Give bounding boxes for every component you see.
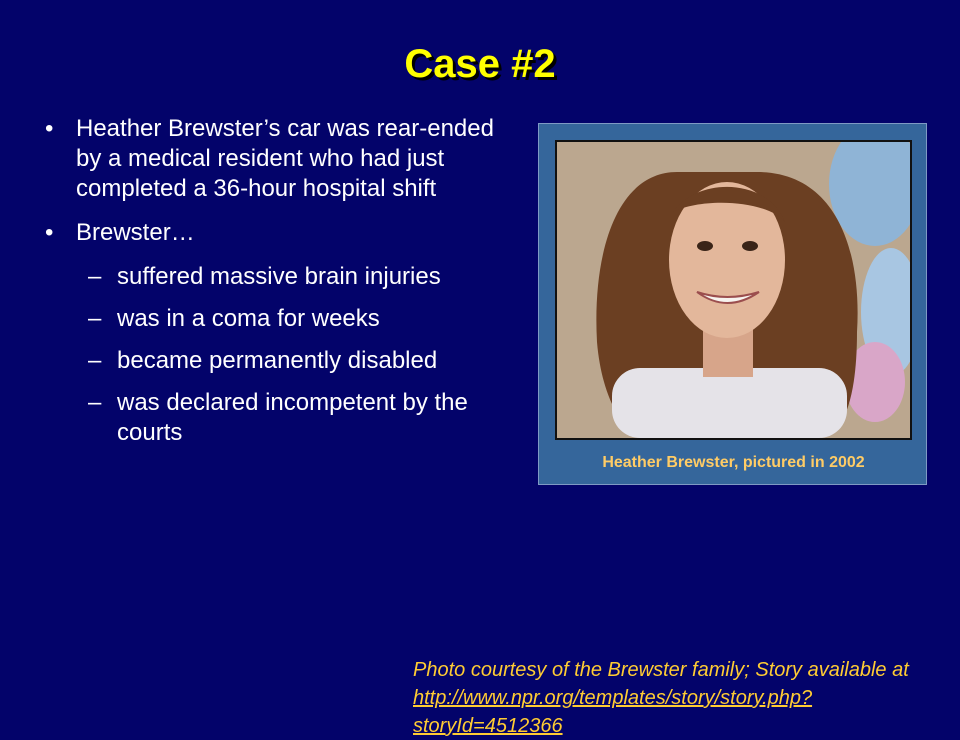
bullet-item <box>40 114 510 204</box>
sub-bullet-text: became permanently disabled <box>117 347 438 374</box>
bullet-text: Brewster… <box>76 219 195 246</box>
sub-bullet-text: suffered massive brain injuries <box>117 263 441 290</box>
bullet-list <box>40 114 510 460</box>
photo-credit <box>413 656 953 740</box>
dash-mark: – <box>88 263 102 290</box>
dash-mark: – <box>88 389 102 416</box>
bullet-mark: • <box>45 219 54 246</box>
sub-bullet-item <box>40 262 510 292</box>
sub-bullet-text: was in a coma for weeks <box>117 305 380 332</box>
portrait-illustration <box>557 142 910 438</box>
sub-bullet-item <box>40 304 510 334</box>
portrait-photo <box>555 140 912 440</box>
bullet-mark: • <box>45 115 54 142</box>
sub-bullet-item <box>40 388 510 448</box>
bullet-text: Heather Brewster’s car was rear-ended by a medical resident who had just completed a 36-hour hospital shift <box>76 115 494 202</box>
credit-text: Photo courtesy of the Brewster family; Story available at <box>413 659 909 681</box>
photo-panel <box>538 123 927 485</box>
left-eye <box>697 241 713 251</box>
sub-bullet-item <box>40 346 510 376</box>
photo-caption: Heather Brewster, pictured in 2002 <box>602 454 865 471</box>
right-eye <box>742 241 758 251</box>
story-link[interactable]: http://www.npr.org/templates/story/story.php?storyId=4512366 <box>413 687 813 737</box>
shirt-shape <box>612 368 847 438</box>
dash-mark: – <box>88 347 102 374</box>
slide-title: Case #2 <box>404 42 556 86</box>
sub-bullet-text: was declared incompetent by the courts <box>117 389 468 446</box>
bullet-item <box>40 218 510 248</box>
dash-mark: – <box>88 305 102 332</box>
